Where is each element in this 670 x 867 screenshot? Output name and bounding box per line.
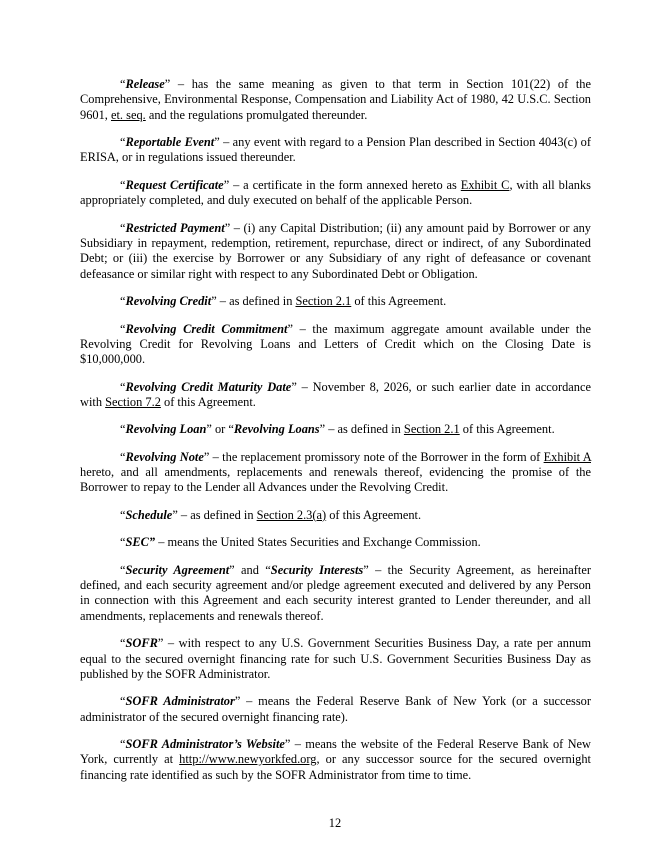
term: Revolving Loan [125, 422, 207, 437]
term: Restricted Payment [125, 220, 225, 235]
term: Revolving Loans [233, 422, 320, 437]
definition-text: – the maximum aggregate amount available under the Revolving Credit for Revolving Loans and Letters of Credit which on the Closing Date is $10,000,000. [80, 321, 592, 367]
definition-revolving-loan: “Revolving Loan” or “Revolving Loans” – as defined in Section 2.1 of this Agreement. [120, 422, 555, 437]
term: Revolving Note [125, 449, 204, 464]
definition-text: of this Agreement. [459, 422, 555, 437]
section-reference: Section 2.3(a) [256, 507, 327, 522]
definition-text: , with all blanks appropriately completed, and duly executed on behalf of the applicable Person. [80, 177, 591, 208]
definition-text: – (i) any Capital Distribution; (ii) any amount paid by Borrower or any Subsidiary in repayment, redemption, retirement, repurchase, direct or indirect, of any Subordinated Debt; or (iii) the exercise by Borrower or any Subsidiary of any right of defeasance or covenant defeasance or similar right with respect to any Subordinated Debt or Obligation. [80, 220, 592, 281]
definition-text: – November 8, 2026, or such earlier date in accordance with [80, 379, 592, 409]
definition-sec: “SEC” – means the United States Securities and Exchange Commission. [120, 535, 481, 550]
definition-text: , or any successor source for the secured overnight financing rate identified as such by the SOFR Administrator from time to time. [80, 752, 591, 782]
definition-sofr: “SOFR” – with respect to any U.S. Government Securities Business Day, a rate per annum equal to the secured overnight financing rate for such U.S. Government Securities Business Day as published by the SOFR Administrator. [80, 636, 591, 681]
definition-text: – as defined in [177, 507, 257, 522]
definition-text: ” – the Security Agreement, as hereinafter defined, and each security agreement and/or pledge agreement executed and delivered by any Person in connection with this Agreement and each security interest granted to Lender thereunder, and all amendments, replacements and renewals thereof. [80, 562, 591, 623]
section-reference: Section 7.2 [105, 394, 161, 409]
term: SEC [125, 535, 149, 550]
definition-restricted-payment: “Restricted Payment” – (i) any Capital Distribution; (ii) any amount paid by Borrower or any Subsidiary in repayment, redemption, retirement, repurchase, direct or indirect, of any Subordinated Debt; or (iii) the exercise by Borrower or any Subsidiary of any right of defeasance or covenant defeasance or similar right with respect to any Subordinated Debt or Obligation. [80, 220, 592, 281]
definition-text: of this Agreement. [351, 294, 447, 309]
definition-text: – a certificate in the form annexed hereto as [229, 177, 461, 192]
definition-revolving-note: “Revolving Note” – the replacement promissory note of the Borrower in the form of Exhibit A hereto, and all amendments, replacements and renewals thereof, evidencing the promise of the Borrower to repay to the Lender all Advances under the Revolving Credit. [80, 449, 591, 495]
term: Schedule [125, 507, 173, 522]
definition-text: – means the Federal Reserve Bank of New York (or a successor administrator of the secured overnight financing rate). [80, 694, 591, 724]
definition-revolving-credit-maturity-date: “Revolving Credit Maturity Date” – November 8, 2026, or such earlier date in accordance with Section 7.2 of this Agreement. [80, 379, 592, 409]
term: Reportable Event [125, 135, 215, 150]
page-number: 12 [328, 816, 342, 830]
definition-text: of this Agreement. [326, 507, 422, 522]
definitions-list [80, 77, 591, 795]
definition-text: hereto, and all amendments, replacements and renewals thereof, evidencing the promise of the Borrower to repay to the Lender all Advances under the Revolving Credit. [80, 465, 591, 495]
term: Security Agreement [125, 562, 230, 577]
exhibit-a-reference: Exhibit A [543, 449, 591, 464]
exhibit-c-reference: Exhibit C [460, 177, 510, 192]
definition-text: – with respect to any U.S. Government Securities Business Day, a rate per annum equal to the secured overnight financing rate for such U.S. Government Securities Business Day as published by the SOFR Administrator. [80, 636, 591, 681]
definition-reportable-event: “Reportable Event” – any event with regard to a Pension Plan described in Section 4043(c) of ERISA, or in regulations issued thereunder. [80, 135, 591, 165]
definition-text: ” – as defined in [319, 422, 404, 437]
section-reference: Section 2.1 [403, 422, 460, 437]
definition-text: and “ [234, 562, 271, 577]
term: Revolving Credit Commitment [125, 321, 288, 336]
definition-text: or “ [211, 422, 234, 437]
term: SOFR Administrator’s Website [125, 737, 285, 752]
term: Security Interests [270, 562, 364, 577]
definition-text: – has the same meaning as given to that term in Section 101(22) of the Comprehensive, Environmental Response, Compensation and Liability Act of 1980, 42 U.S.C. Section 9601, [80, 77, 591, 122]
definition-request-certificate: “Request Certificate” – a certificate in the form annexed hereto as Exhibit C, with all blanks appropriately completed, and duly executed on behalf of the applicable Person. [80, 177, 591, 208]
section-reference: Section 2.1 [295, 294, 352, 309]
definition-text: – means the United States Securities and Exchange Commission. [155, 535, 481, 550]
term: Request Certificate [125, 177, 224, 192]
definition-revolving-credit: “Revolving Credit” – as defined in Section 2.1 of this Agreement. [120, 294, 447, 309]
definition-security-agreement: “Security Agreement” and “Security Interests” – the Security Agreement, as hereinafter defined, and each security agreement and/or pledge agreement executed and delivered by any Person in connection with this Agreement and each security interest granted to Lender thereunder, and all amendments, replacements and renewals thereof. [80, 562, 591, 623]
term: Release [125, 77, 165, 91]
term: SOFR [125, 636, 158, 651]
definition-release: “Release” – has the same meaning as given to that term in Section 101(22) of the Comprehensive, Environmental Response, Compensation and Liability Act of 1980, 42 U.S.C. Section 9601, et. seq. and the regulations promulgated thereunder. [80, 77, 591, 122]
definition-revolving-credit-commitment: “Revolving Credit Commitment” – the maximum aggregate amount available under the Revolving Credit for Revolving Loans and Letters of Credit which on the Closing Date is $10,000,000. [80, 321, 592, 367]
definition-text: – any event with regard to a Pension Plan described in Section 4043(c) of ERISA, or in regulations issued thereunder. [80, 135, 591, 165]
definition-sofr-administrator: “SOFR Administrator” – means the Federal Reserve Bank of New York (or a successor administrator of the secured overnight financing rate). [80, 694, 591, 724]
definition-text: – the replacement promissory note of the Borrower in the form of [209, 449, 544, 464]
definition-text: of this Agreement. [160, 394, 256, 409]
definition-sofr-administrators-website: “SOFR Administrator’s Website” – means the website of the Federal Reserve Bank of New York, currently at http://www.newyorkfed.org, or any successor source for the secured overnight financing rate identified as such by the SOFR Administrator from time to time. [80, 737, 591, 782]
definition-text: and the regulations promulgated thereunder. [145, 107, 368, 122]
term: SOFR Administrator [125, 694, 235, 709]
term: Revolving Credit [125, 294, 212, 309]
definition-text: – as defined in [216, 294, 296, 309]
website-link[interactable]: http://www.newyorkfed.org [179, 752, 317, 767]
term: Revolving Credit Maturity Date [125, 379, 292, 394]
reference: et. seq. [110, 107, 146, 122]
definition-schedule: “Schedule” – as defined in Section 2.3(a) of this Agreement. [120, 507, 422, 522]
definition-text: – means the website of the Federal Reserve Bank of New York, currently at [80, 737, 591, 767]
